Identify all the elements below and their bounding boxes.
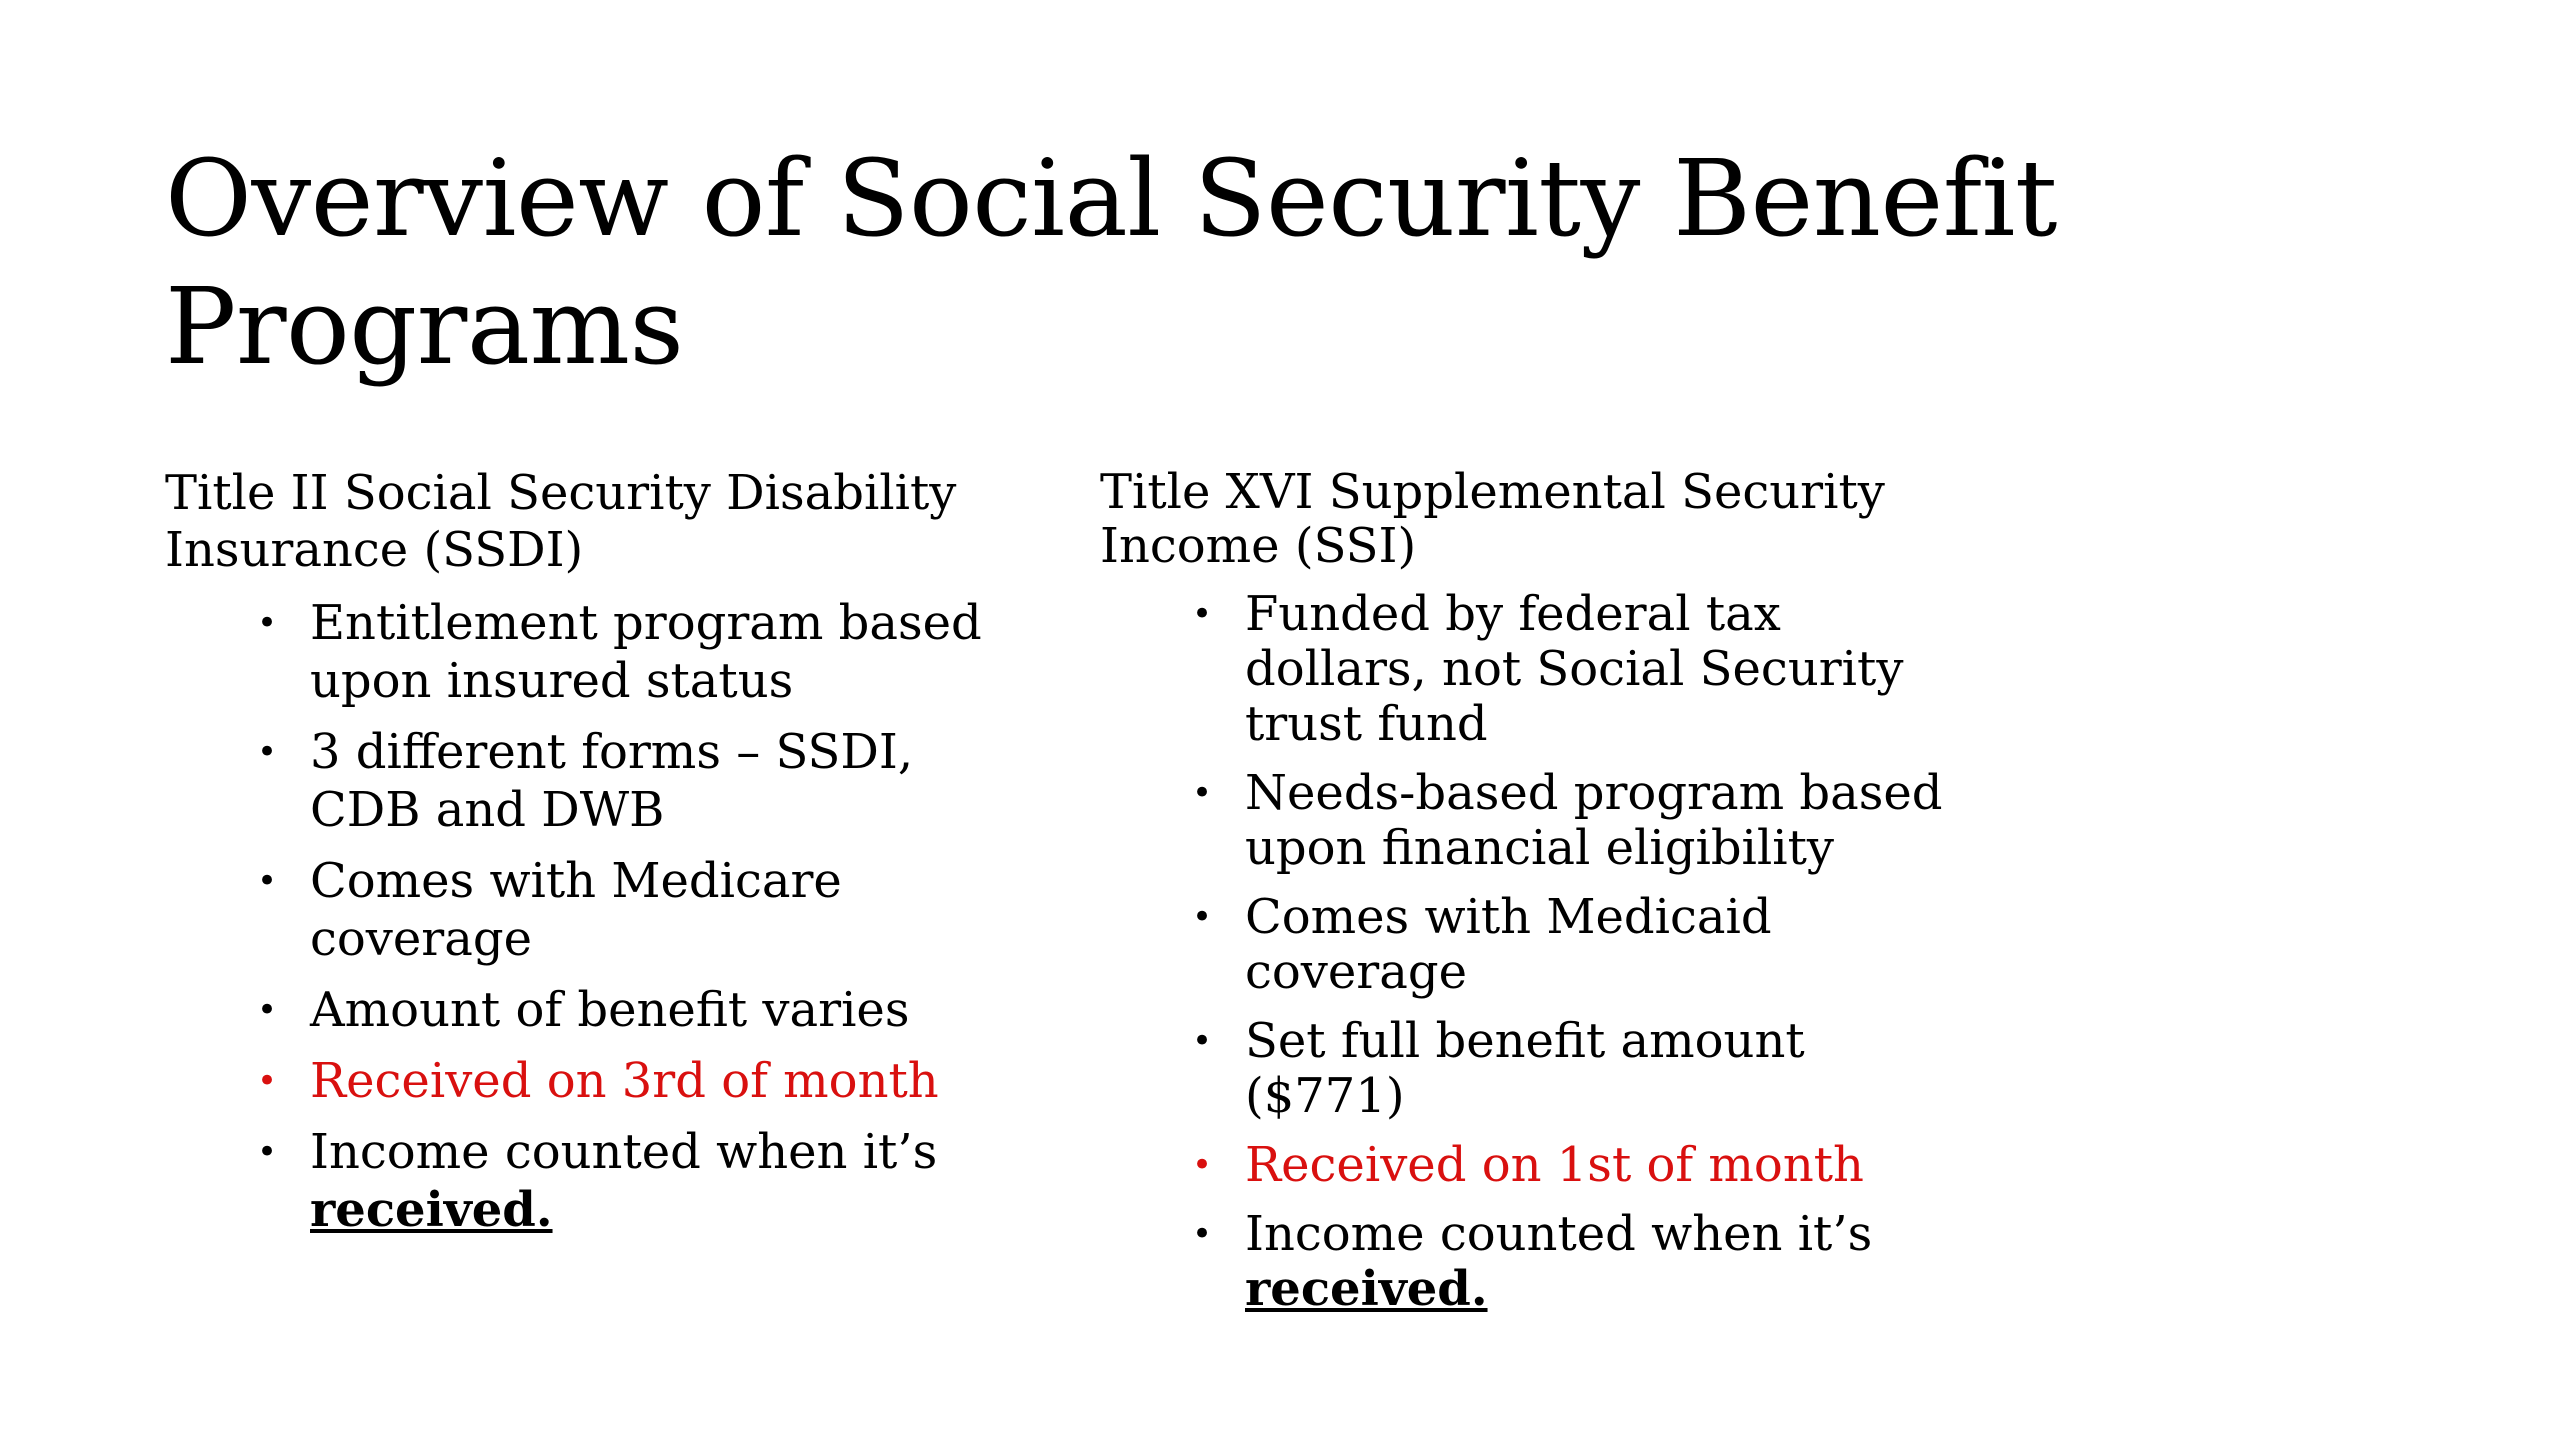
list-item [165,723,985,839]
list-item [1100,587,1960,752]
bullet-icon: • [1192,1145,1213,1185]
list-item-highlight [165,1052,985,1110]
list-item [165,852,985,968]
bullet-icon: • [1192,1214,1213,1254]
bullet-text: Comes with Medicare coverage [310,853,842,967]
bullet-text: Amount of benefit varies [310,982,910,1038]
bullet-icon: • [257,732,278,772]
list-item [165,981,985,1039]
list-item-highlight [1100,1138,1960,1193]
list-item [1100,890,1960,1000]
bullet-text: Received on 1st of month [1245,1137,1864,1193]
bullet-text: Received on 3rd of month [310,1053,939,1109]
list-item [1100,1207,1960,1317]
emphasis-text: received. [1245,1261,1488,1317]
list-item [165,594,985,710]
bullet-text: Set full benefit amount ($771) [1245,1013,1805,1124]
bullet-text: Comes with Medicaid coverage [1245,889,1772,1000]
bullet-text: Entitlement program based upon insured status [310,595,982,709]
list-item [1100,1014,1960,1124]
emphasis-text: received. [310,1182,553,1238]
bullet-text: 3 different forms – SSDI, CDB and DWB [310,724,914,838]
slide-title: Overview of Social Security Benefit Programs [165,137,2057,388]
bullet-icon: • [257,1061,278,1101]
list-item [1100,766,1960,876]
right-column-ssi [1100,465,1960,1331]
bullet-icon: • [1192,773,1213,813]
bullet-icon: • [257,990,278,1030]
ssi-bullet-list [1100,587,1960,1317]
bullet-icon: • [1192,897,1213,937]
bullet-icon: • [1192,594,1213,634]
ssi-heading: Title XVI Supplemental Security Income (SSI) [1100,464,1885,574]
bullet-icon: • [1192,1021,1213,1061]
bullet-icon: • [257,861,278,901]
bullet-text: Funded by federal tax dollars, not Social Security trust fund [1245,586,1904,752]
bullet-text: Income counted when it’s [1245,1206,1873,1262]
bullet-icon: • [257,1132,278,1172]
ssdi-bullet-list [165,594,985,1239]
left-column-ssdi [165,465,985,1252]
bullet-text: Needs-based program based upon financial eligibility [1245,765,1943,876]
bullet-icon: • [257,603,278,643]
ssdi-heading: Title II Social Security Disability Insurance (SSDI) [165,465,957,578]
list-item [165,1123,985,1239]
bullet-text: Income counted when it’s [310,1124,938,1180]
